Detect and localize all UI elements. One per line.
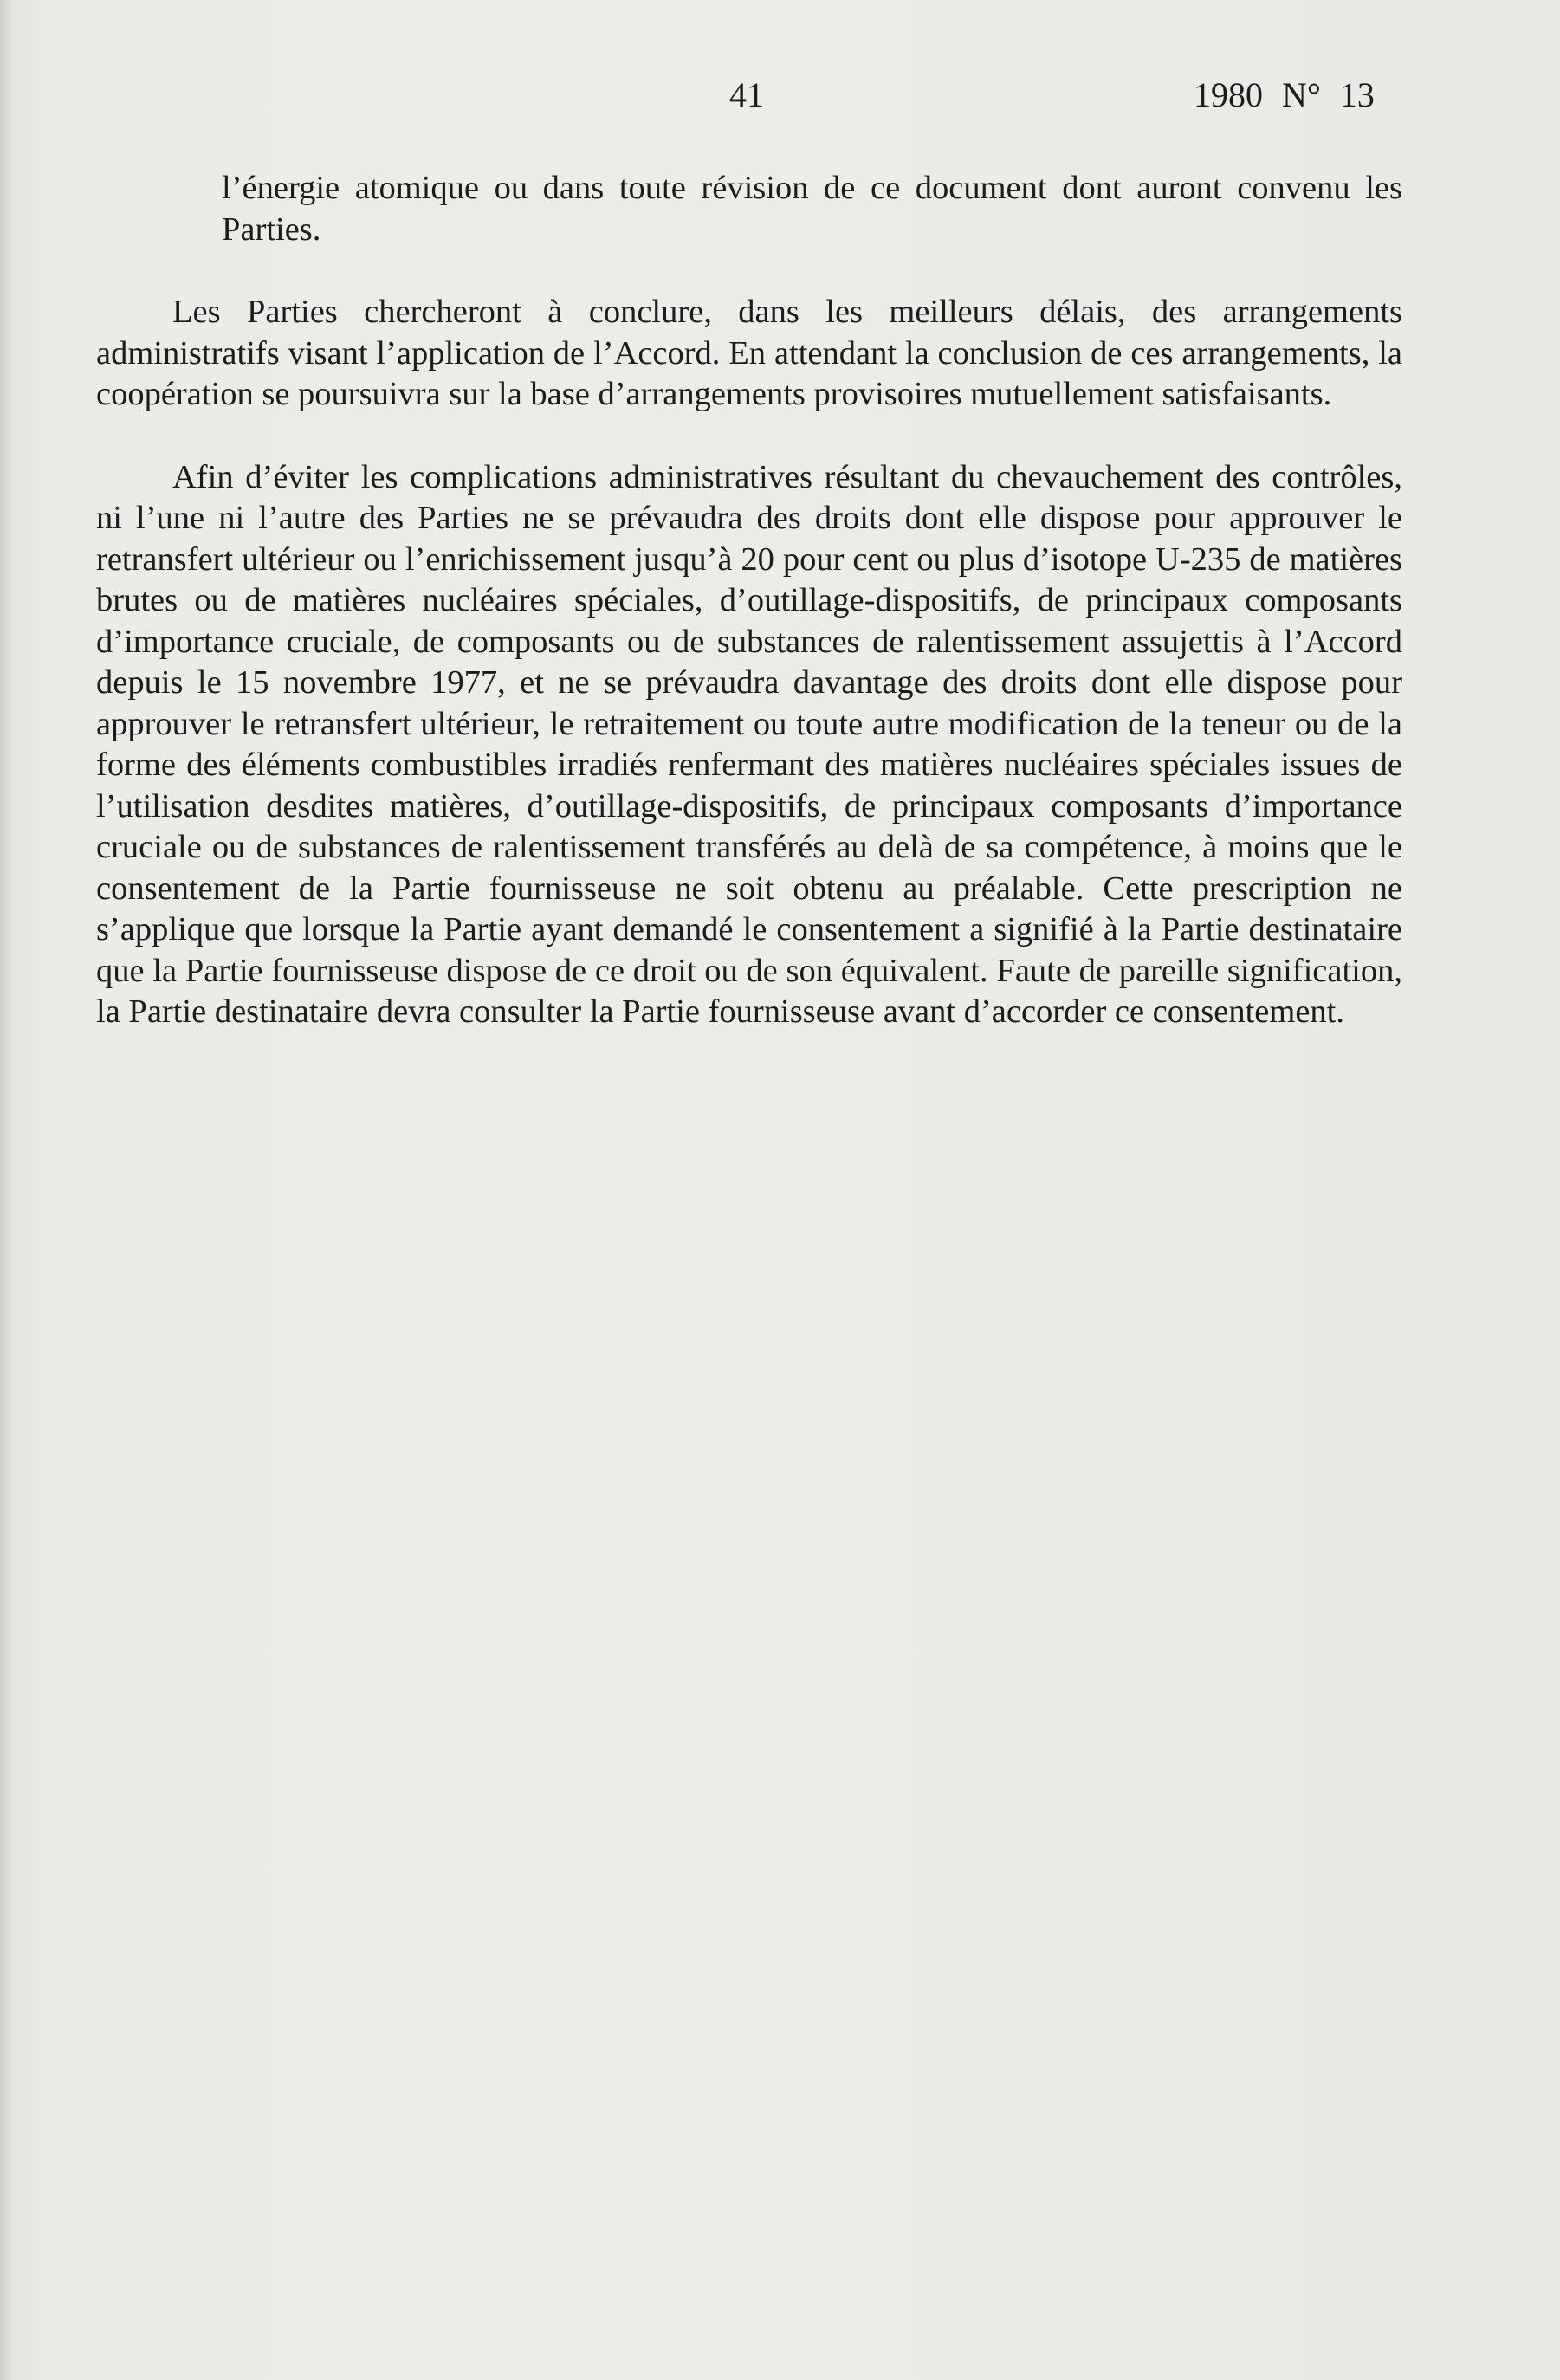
paragraph-continued: l’énergie atomique ou dans toute révision de ce document dont auront convenu les Parties. xyxy=(222,170,1402,248)
page-header xyxy=(0,74,1560,126)
document-body xyxy=(96,168,1402,1075)
paragraph-administrative-arrangements: Les Parties chercheront à conclure, dans les meilleurs délais, des arrangements administratifs visant l’application de l’Accord. En attendant la conclusion de ces arrangements, la coopération se poursuivra sur la base d’arrangements provisoires mutuellement satisfaisants. xyxy=(96,294,1402,412)
document-reference: 1980 N° 13 xyxy=(1194,75,1375,114)
page-number: 41 xyxy=(729,75,764,114)
page-binding-edge xyxy=(0,0,12,2380)
paragraph-retransfer-consent: Afin d’éviter les complications administratives résultant du chevauchement des contrôles, ni l’une ni l’autre des Parties ne se prévaudra des droits dont elle dispose pour approuver le retransfert ultérieur ou l’enrichissement jusqu’à 20 pour cent ou plus d’isotope U-235 de matières brutes ou de matières nucléaires spéciales, d’outillage-dispositifs, de principaux composants d’importance cruciale, de composants ou de substances de ralentissement assujettis à l’Accord depuis le 15 novembre 1977, et ne se prévaudra davantage des droits dont elle dispose pour approuver le retransfert ultérieur, le retraitement ou toute autre modification de la teneur ou de la forme des éléments combustibles irradiés renfermant des matières nucléaires spéciales issues de l’utilisation desdites matières, d’outillage-dispositifs, de principaux composants d’importance cruciale ou de substances de ralentissement transférés au delà de sa compétence, à moins que le consentement de la Partie fournisseuse ne soit obtenu au préalable. Cette prescription ne s’applique que lorsque la Partie ayant demandé le consentement a signifié à la Partie destinataire que la Partie fournisseuse dispose de ce droit ou de son équivalent. Faute de pareille signification, la Partie destinataire devra consulter la Partie fournisseuse avant d’accorder ce consentement. xyxy=(96,458,1402,1030)
